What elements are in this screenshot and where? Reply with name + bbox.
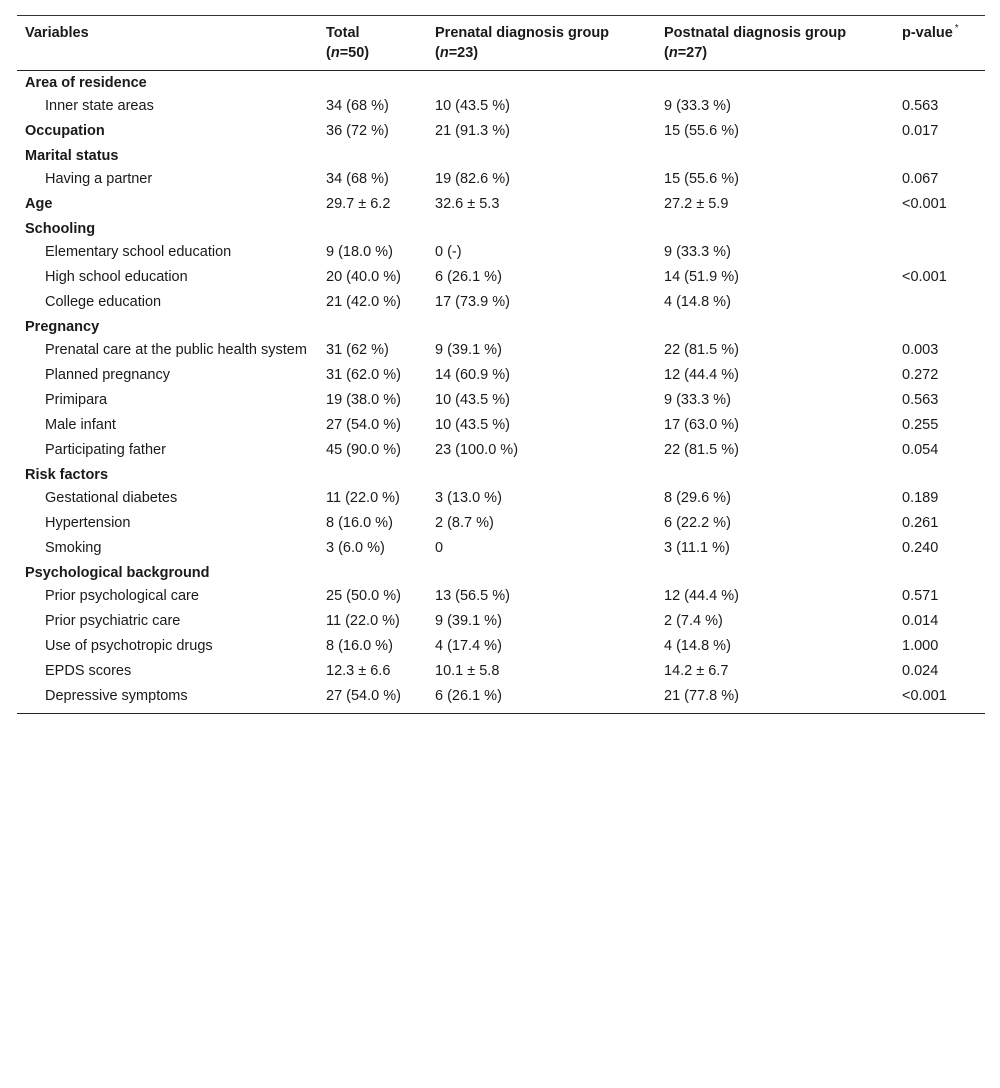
- cell-prenatal: 19 (82.6 %): [435, 171, 510, 187]
- cell-postnatal: 9 (33.3 %): [664, 244, 731, 260]
- table-row-inner-state-areas: [17, 94, 985, 119]
- category-row-marital-status: [17, 144, 985, 167]
- cell-total: 36 (72 %): [326, 123, 389, 139]
- category-label: Marital status: [25, 148, 119, 164]
- cell-total: 45 (90.0 %): [326, 442, 401, 458]
- row-label: Gestational diabetes: [45, 490, 178, 506]
- cell-pvalue: 0.571: [902, 588, 939, 604]
- category-row-pregnancy: [17, 315, 985, 338]
- row-label: EPDS scores: [45, 663, 132, 679]
- row-label: Male infant: [45, 417, 116, 433]
- cell-postnatal: 17 (63.0 %): [664, 417, 739, 433]
- header-postnatal-paren: (: [664, 45, 669, 61]
- header-prenatal-label: Prenatal diagnosis group: [435, 25, 610, 41]
- cell-postnatal: 14.2 ± 6.7: [664, 663, 729, 679]
- cell-prenatal: 21 (91.3 %): [435, 123, 510, 139]
- cell-prenatal: 0 (-): [435, 244, 462, 260]
- cell-postnatal: 6 (22.2 %): [664, 515, 731, 531]
- cell-pvalue: 0.272: [902, 367, 939, 383]
- header-total-label: Total: [326, 25, 360, 41]
- cell-postnatal: 4 (14.8 %): [664, 294, 731, 310]
- header-pvalue-label: p-value: [902, 25, 953, 41]
- cell-total: 20 (40.0 %): [326, 269, 401, 285]
- table-row-occupation: [17, 119, 985, 144]
- table-row-gestational-diabetes: [17, 486, 985, 511]
- cell-total: 27 (54.0 %): [326, 688, 401, 704]
- cell-prenatal: 23 (100.0 %): [435, 442, 519, 458]
- table-row-participating-father: [17, 438, 985, 463]
- cell-pvalue: <0.001: [902, 688, 947, 704]
- header-pvalue: [894, 16, 985, 71]
- header-prenatal-paren: (: [435, 45, 440, 61]
- cell-postnatal: 4 (14.8 %): [664, 638, 731, 654]
- cell-pvalue: 0.017: [902, 123, 939, 139]
- cell-pvalue: <0.001: [902, 196, 947, 212]
- table-header: [17, 16, 985, 71]
- header-prenatal-count: =23): [448, 45, 479, 61]
- cell-prenatal: 0: [435, 540, 444, 556]
- cell-total: 31 (62 %): [326, 342, 389, 358]
- cell-prenatal: 3 (13.0 %): [435, 490, 502, 506]
- header-total-n: n: [330, 45, 340, 61]
- category-label: Area of residence: [25, 75, 147, 91]
- category-row-risk-factors: [17, 463, 985, 486]
- row-label: Occupation: [25, 123, 105, 139]
- category-row-area-of-residence: [17, 71, 985, 95]
- table-body: [17, 71, 985, 714]
- table-row-elementary-school-education: [17, 240, 985, 265]
- table-row-high-school-education: [17, 265, 985, 290]
- cell-postnatal: 12 (44.4 %): [664, 367, 739, 383]
- footnote-marker: *: [954, 23, 959, 35]
- cell-postnatal: 3 (11.1 %): [664, 540, 730, 556]
- cell-total: 8 (16.0 %): [326, 515, 393, 531]
- cell-prenatal: 13 (56.5 %): [435, 588, 510, 604]
- cell-pvalue: 0.014: [902, 613, 939, 629]
- cell-postnatal: 2 (7.4 %): [664, 613, 723, 629]
- cell-prenatal: 14 (60.9 %): [435, 367, 510, 383]
- table-row-epds-scores: [17, 659, 985, 684]
- category-label: Pregnancy: [25, 319, 100, 335]
- cell-postnatal: 14 (51.9 %): [664, 269, 739, 285]
- category-label: Schooling: [25, 221, 96, 237]
- cell-total: 12.3 ± 6.6: [326, 663, 391, 679]
- cell-postnatal: 12 (44.4 %): [664, 588, 739, 604]
- cell-pvalue: 0.563: [902, 392, 939, 408]
- cell-prenatal: 17 (73.9 %): [435, 294, 510, 310]
- cell-total: 29.7 ± 6.2: [326, 196, 391, 212]
- cell-pvalue: 0.563: [902, 98, 939, 114]
- table-row-smoking: [17, 536, 985, 561]
- cell-pvalue: 0.261: [902, 515, 939, 531]
- header-total: [318, 16, 427, 71]
- cell-postnatal: 22 (81.5 %): [664, 342, 739, 358]
- cell-pvalue: 0.024: [902, 663, 939, 679]
- cell-postnatal: 21 (77.8 %): [664, 688, 739, 704]
- cell-prenatal: 10.1 ± 5.8: [435, 663, 500, 679]
- cell-postnatal: 15 (55.6 %): [664, 171, 739, 187]
- row-label: Inner state areas: [45, 98, 154, 114]
- row-label: Hypertension: [45, 515, 131, 531]
- table-row-prenatal-care-at-the-public-health-system: [17, 338, 985, 363]
- characteristics-table: [17, 15, 985, 714]
- cell-pvalue: [894, 240, 985, 265]
- table-row-male-infant: [17, 413, 985, 438]
- category-row-psychological-background: [17, 561, 985, 584]
- header-postnatal: [656, 16, 894, 71]
- table-row-age: [17, 192, 985, 217]
- header-prenatal-n: n: [439, 45, 449, 61]
- cell-pvalue: 0.067: [902, 171, 939, 187]
- cell-total: 34 (68 %): [326, 171, 389, 187]
- cell-prenatal: 9 (39.1 %): [435, 342, 502, 358]
- cell-pvalue: 0.240: [902, 540, 939, 556]
- cell-pvalue: 0.189: [902, 490, 939, 506]
- cell-total: 34 (68 %): [326, 98, 389, 114]
- cell-pvalue: [894, 290, 985, 315]
- row-label: Use of psychotropic drugs: [45, 638, 213, 654]
- cell-postnatal: 9 (33.3 %): [664, 98, 731, 114]
- cell-pvalue: 0.003: [902, 342, 939, 358]
- table-row-college-education: [17, 290, 985, 315]
- cell-postnatal: 9 (33.3 %): [664, 392, 731, 408]
- table-row-prior-psychological-care: [17, 584, 985, 609]
- cell-pvalue: 1.000: [902, 638, 939, 654]
- header-row: [17, 16, 985, 71]
- table-row-prior-psychiatric-care: [17, 609, 985, 634]
- cell-prenatal: 10 (43.5 %): [435, 417, 510, 433]
- cell-total: 21 (42.0 %): [326, 294, 401, 310]
- header-total-count: =50): [339, 45, 370, 61]
- cell-postnatal: 8 (29.6 %): [664, 490, 731, 506]
- cell-prenatal: 2 (8.7 %): [435, 515, 494, 531]
- cell-total: 11 (22.0 %): [326, 490, 400, 506]
- cell-prenatal: 10 (43.5 %): [435, 98, 510, 114]
- row-label: College education: [45, 294, 162, 310]
- cell-total: 31 (62.0 %): [326, 367, 401, 383]
- category-label: Psychological background: [25, 565, 210, 581]
- cell-total: 3 (6.0 %): [326, 540, 385, 556]
- cell-prenatal: 32.6 ± 5.3: [435, 196, 500, 212]
- cell-pvalue: 0.054: [902, 442, 939, 458]
- table-row-planned-pregnancy: [17, 363, 985, 388]
- cell-total: 9 (18.0 %): [326, 244, 393, 260]
- cell-prenatal: 6 (26.1 %): [435, 269, 502, 285]
- row-label: Having a partner: [45, 171, 153, 187]
- row-label: Prior psychological care: [45, 588, 199, 604]
- header-total-paren: (: [326, 45, 331, 61]
- table-row-having-a-partner: [17, 167, 985, 192]
- cell-total: 8 (16.0 %): [326, 638, 393, 654]
- row-label: Age: [25, 196, 53, 212]
- cell-prenatal: 4 (17.4 %): [435, 638, 502, 654]
- category-label: Risk factors: [25, 467, 109, 483]
- cell-postnatal: 22 (81.5 %): [664, 442, 739, 458]
- category-row-schooling: [17, 217, 985, 240]
- row-label: Depressive symptoms: [45, 688, 188, 704]
- table-row-use-of-psychotropic-drugs: [17, 634, 985, 659]
- table-row-hypertension: [17, 511, 985, 536]
- row-label: Participating father: [45, 442, 166, 458]
- row-label: Primipara: [45, 392, 108, 408]
- row-label: Planned pregnancy: [45, 367, 170, 383]
- cell-postnatal: 15 (55.6 %): [664, 123, 739, 139]
- row-label: Elementary school education: [45, 244, 232, 260]
- header-postnatal-count: =27): [677, 45, 708, 61]
- cell-total: 25 (50.0 %): [326, 588, 401, 604]
- cell-postnatal: 27.2 ± 5.9: [664, 196, 729, 212]
- cell-prenatal: 6 (26.1 %): [435, 688, 502, 704]
- row-label: Prenatal care at the public health system: [45, 342, 307, 358]
- cell-prenatal: 9 (39.1 %): [435, 613, 502, 629]
- cell-total: 11 (22.0 %): [326, 613, 400, 629]
- cell-prenatal: 10 (43.5 %): [435, 392, 510, 408]
- header-postnatal-label: Postnatal diagnosis group: [664, 25, 847, 41]
- cell-total: 27 (54.0 %): [326, 417, 401, 433]
- cell-pvalue: 0.255: [902, 417, 939, 433]
- cell-pvalue: <0.001: [902, 269, 947, 285]
- cell-total: 19 (38.0 %): [326, 392, 401, 408]
- table-row-primipara: [17, 388, 985, 413]
- header-prenatal: [427, 16, 656, 71]
- header-variables: [17, 16, 318, 71]
- row-label: Prior psychiatric care: [45, 613, 181, 629]
- header-postnatal-n: n: [668, 45, 678, 61]
- row-label: Smoking: [45, 540, 102, 556]
- table-row-depressive-symptoms: [17, 684, 985, 714]
- header-variables-label: Variables: [25, 25, 89, 41]
- row-label: High school education: [45, 269, 188, 285]
